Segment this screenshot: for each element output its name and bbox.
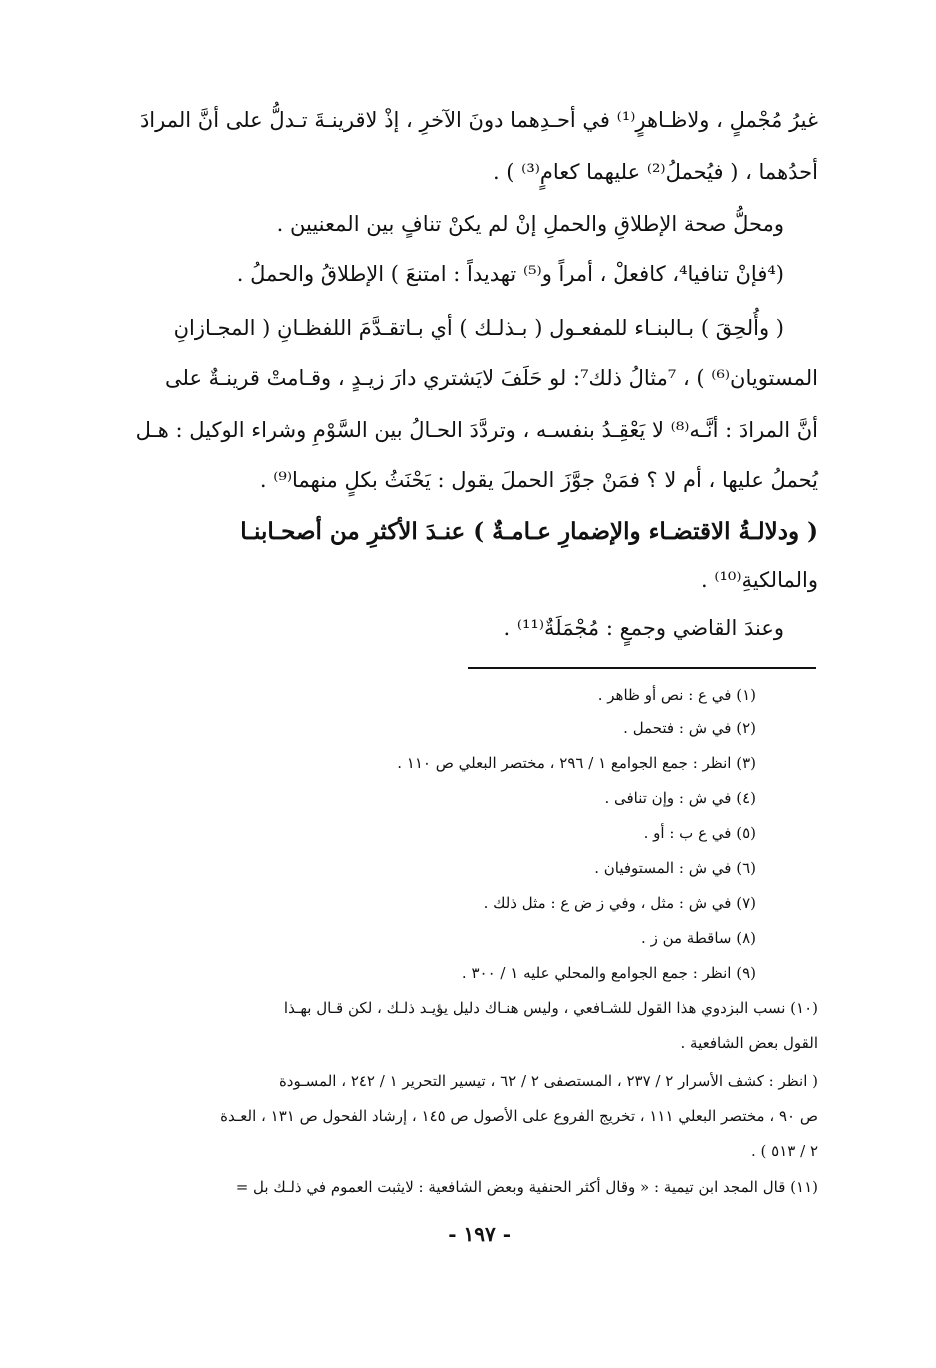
footnote-separator xyxy=(468,667,816,669)
footnote-8: (٨) ساقطة من ز . xyxy=(641,929,756,947)
footnote-3: (٣) انظر : جمع الجوامع ١ / ٢٩٦ ، مختصر البعلي ص ١١٠ . xyxy=(397,754,756,772)
body-line-11: وعندَ القاضي وجمعٍ : مُجْمَلَةٌ⁽¹¹⁾ . xyxy=(503,616,784,640)
body-line-5: ( وأُلحِقَ ) بـالبنـاء للمفعـول ( بـذلـك ) أي بـاتقـدَّمَ اللفظـانِ ( المجـازانِ xyxy=(173,316,784,340)
footnote-5: (٥) في ع ب : أو . xyxy=(643,824,756,842)
footnote-1: (١) في ع : نص أو ظاهر . xyxy=(597,686,756,704)
body-line-3: ومحلُّ صحة الإطلاقِ والحملِ إنْ لم يكنْ تنافٍ بين المعنيين . xyxy=(276,212,784,236)
footnote-10-refs-3: ٢ / ٥١٣ ) . xyxy=(751,1142,818,1160)
body-line-4: (⁴فإنْ تنافيا⁴، كافعلْ ، أمراً و⁽⁵⁾ تهديداً : امتنعَ ) الإطلاقُ والحملُ . xyxy=(236,262,784,286)
body-line-1: غيرُ مُجْملٍ ، ولاظـاهرٍ⁽¹⁾ في أحـدِهما دونَ الآخرِ ، إذْ لاقرينـةَ تـدلُّ على أنَّ المرادَ xyxy=(139,108,818,132)
body-line-10: والمالكيةِ⁽¹⁰⁾ . xyxy=(700,568,818,592)
footnote-6: (٦) في ش : المستوفيان . xyxy=(594,859,756,877)
footnote-11: (١١) قال المجد ابن تيمية : « وقال أكثر الحنفية وبعض الشافعية : لايثبت العموم في ذلـك بل = xyxy=(235,1178,818,1196)
footnote-10: (١٠) نسب البزدوي هذا القول للشـافعي ، وليس هنـاك دليل يؤيـد ذلـك ، لكن قـال بهـذا xyxy=(283,999,818,1017)
footnote-4: (٤) في ش : وإن تنافى . xyxy=(604,789,756,807)
body-line-6: المستويان⁽⁶⁾ ) ، ⁷مثالُ ذلك⁷: لو حَلَفَ لايَشتري دارَ زيـدٍ ، وقـامتْ قرينـةٌ على xyxy=(165,366,818,390)
footnote-9: (٩) انظر : جمع الجوامع والمحلي عليه ١ / ٣٠٠ . xyxy=(461,964,756,982)
footnote-2: (٢) في ش : فتحمل . xyxy=(623,719,756,737)
body-line-9-heading: ( ودلالـةُ الاقتضـاء والإضمارِ عـامـةٌ ) عنـدَ الأكثرِ من أصحـابنـا xyxy=(240,518,818,545)
footnote-10-refs-2: ص ٩٠ ، مختصر البعلي ١١١ ، تخريج الفروع على الأصول ص ١٤٥ ، إرشاد الفحول ص ١٣١ ، العـدة xyxy=(220,1107,818,1125)
body-line-7: أنَّ المرادَ : أنَّـه⁽⁸⁾ لا يَعْقِـدُ بنفسـه ، وتردَّدَ الحـالُ بين السَّوْمِ وشراء الوكيل : هـل xyxy=(135,418,818,442)
body-line-2: أحدُهما ، ( فيُحملُ⁽²⁾ عليهما كعامٍ⁽³⁾ ) . xyxy=(492,160,818,184)
footnote-7: (٧) في ش : مثل ، وفي ز ض ع : مثل ذلك . xyxy=(483,894,756,912)
footnote-10-refs-1: ( انظر : كشف الأسرار ٢ / ٢٣٧ ، المستصفى ٢ / ٦٢ ، تيسير التحرير ١ / ٢٤٢ ، المسـودة xyxy=(278,1072,818,1090)
body-line-8: يُحملُ عليها ، أم لا ؟ فمَنْ جوَّزَ الحملَ يقول : يَحْنَثُ بكلٍ منهما⁽⁹⁾ . xyxy=(259,468,818,492)
page-number: - ١٩٧ - xyxy=(448,1222,511,1246)
footnote-10-cont: القول بعض الشافعية . xyxy=(680,1034,818,1052)
